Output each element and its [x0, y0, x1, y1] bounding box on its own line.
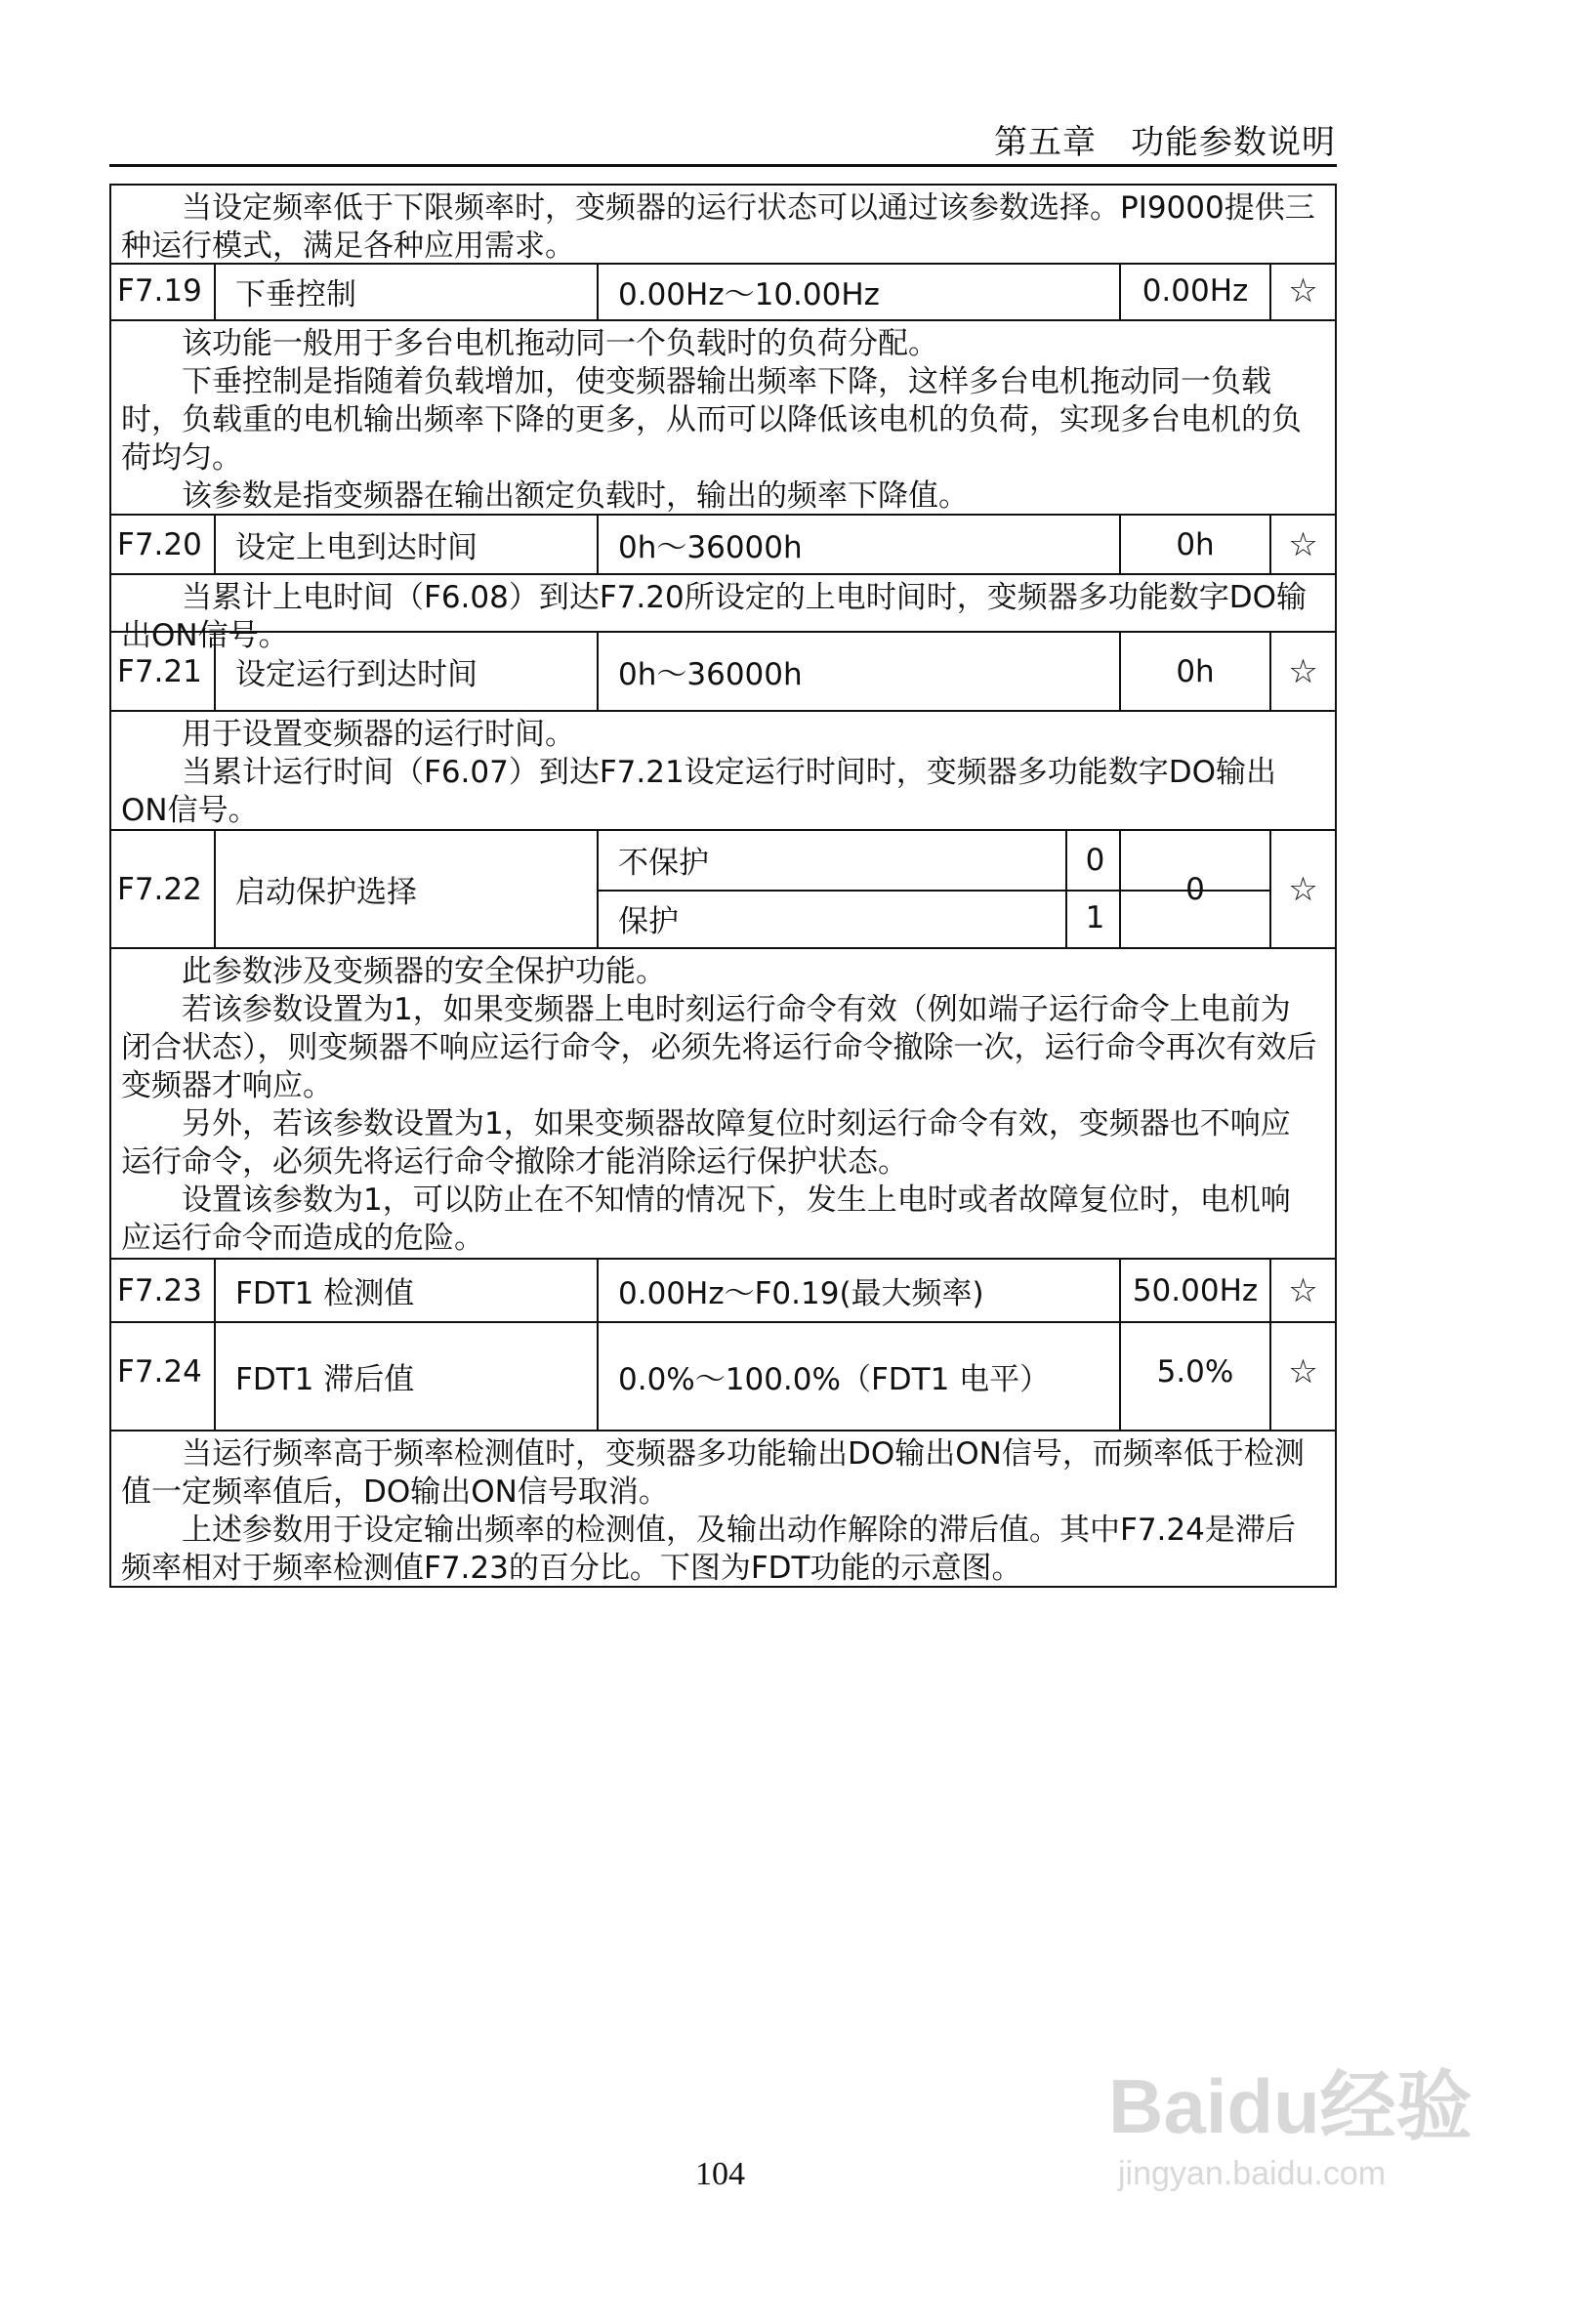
star-icon: ☆ [1269, 633, 1335, 710]
param-default: 5.0% [1119, 1323, 1269, 1430]
paragraph: 该功能一般用于多台电机拖动同一个负载时的负荷分配。 [182, 326, 938, 361]
param-name: 启动保护选择 [214, 831, 597, 947]
star-icon: ☆ [1269, 263, 1335, 319]
option-label: 保护 [618, 903, 679, 939]
param-range: 0.0%～100.0%（FDT1 电平） [597, 1323, 1119, 1430]
param-code: F7.24 [117, 1354, 202, 1390]
param-name: FDT1 滞后值 [214, 1323, 597, 1430]
baidu-watermark-logo [1108, 2046, 1473, 2193]
param-code: F7.22 [117, 871, 202, 907]
watermark-brand: Baidu经验 [1108, 2063, 1473, 2149]
chapter-header: 第五章 功能参数说明 [994, 123, 1336, 162]
paragraph: 上述参数用于设定输出频率的检测值，及输出动作解除的滞后值。其中F7.24是滞后频率相对于频率检测值F7.23的百分比。下图为FDT功能的示意图。 [121, 1513, 1296, 1586]
paragraph: 设置该参数为1，可以防止在不知情的情况下，发生上电时或者故障复位时，电机响应运行命令而造成的危险。 [121, 1183, 1291, 1256]
param-default: 0.00Hz [1119, 263, 1269, 319]
param-name: 设定运行到达时间 [214, 633, 597, 710]
option-value: 1 [1065, 890, 1123, 948]
param-desc-f7-20 [109, 575, 1337, 653]
option-label: 不保护 [618, 846, 709, 882]
paragraph: 当累计运行时间（F6.07）到达F7.21设定运行时间时，变频器多功能数字DO输出ON信号。 [121, 755, 1276, 828]
param-row-f7-23 [109, 1260, 1337, 1323]
param-name: FDT1 检测值 [214, 1260, 597, 1321]
param-desc-f7-19 [109, 321, 1337, 516]
param-desc-f7-22 [109, 949, 1337, 1260]
param-default: 50.00Hz [1119, 1260, 1269, 1321]
watermark-url: jingyan.baidu.com [1118, 2155, 1387, 2192]
page-number: 104 [695, 2156, 745, 2192]
star-icon: ☆ [1269, 1323, 1335, 1430]
param-default: 0h [1119, 633, 1269, 710]
param-default: 0h [1119, 516, 1269, 573]
intro-description [109, 184, 1337, 265]
paragraph: 下垂控制是指随着负载增加，使变频器输出频率下降，这样多台电机拖动同一负载时，负载重的电机输出频率下降的更多，从而可以降低该电机的负荷，实现多台电机的负荷均匀。 [121, 364, 1302, 476]
paragraph: 另外，若该参数设置为1，如果变频器故障复位时刻运行命令有效，变频器也不响应运行命令，必须先将运行命令撤除才能消除运行保护状态。 [121, 1106, 1291, 1180]
paragraph: 当运行频率高于频率检测值时，变频器多功能输出DO输出ON信号，而频率低于检测值一定频率值后，DO输出ON信号取消。 [121, 1436, 1305, 1510]
paragraph: 当累计上电时间（F6.08）到达F7.20所设定的上电时间时，变频器多功能数字DO输出ON信号。 [121, 580, 1307, 653]
param-range: 0h～36000h [597, 633, 1119, 710]
param-default: 0 [1119, 831, 1269, 947]
star-icon: ☆ [1269, 831, 1335, 947]
param-name: 设定上电到达时间 [214, 516, 597, 573]
paragraph: 该参数是指变频器在输出额定负载时，输出的频率下降值。 [182, 478, 969, 514]
star-icon: ☆ [1269, 1260, 1335, 1321]
paragraph: 若该参数设置为1，如果变频器上电时刻运行命令有效（例如端子运行命令上电前为闭合状态），则变频器不响应运行命令，必须先将运行命令撤除一次，运行命令再次有效后变频器才响应。 [121, 992, 1317, 1103]
param-code: F7.19 [117, 273, 202, 309]
param-code: F7.23 [117, 1272, 202, 1308]
param-name: 下垂控制 [214, 263, 597, 319]
param-range: 0h～36000h [597, 516, 1119, 573]
header-rule [109, 164, 1337, 167]
param-range: 0.00Hz～F0.19(最大频率) [597, 1260, 1119, 1321]
param-row-f7-24 [109, 1323, 1337, 1432]
paragraph: 此参数涉及变频器的安全保护功能。 [182, 954, 666, 989]
param-code: F7.20 [117, 526, 202, 562]
param-range: 0.00Hz～10.00Hz [597, 263, 1119, 319]
param-row-f7-19 [109, 263, 1337, 321]
param-row-f7-22 [109, 831, 1337, 949]
param-desc-f7-23-24 [109, 1432, 1337, 1588]
option-value: 0 [1065, 831, 1123, 890]
param-row-f7-20 [109, 516, 1337, 575]
param-row-f7-21 [109, 633, 1337, 712]
param-desc-f7-21 [109, 712, 1337, 831]
paragraph: 当设定频率低于下限频率时，变频器的运行状态可以通过该参数选择。PI9000提供三种运行模式，满足各种应用需求。 [121, 190, 1315, 264]
param-code: F7.21 [117, 653, 202, 689]
paragraph: 用于设置变频器的运行时间。 [182, 717, 575, 752]
star-icon: ☆ [1269, 516, 1335, 573]
